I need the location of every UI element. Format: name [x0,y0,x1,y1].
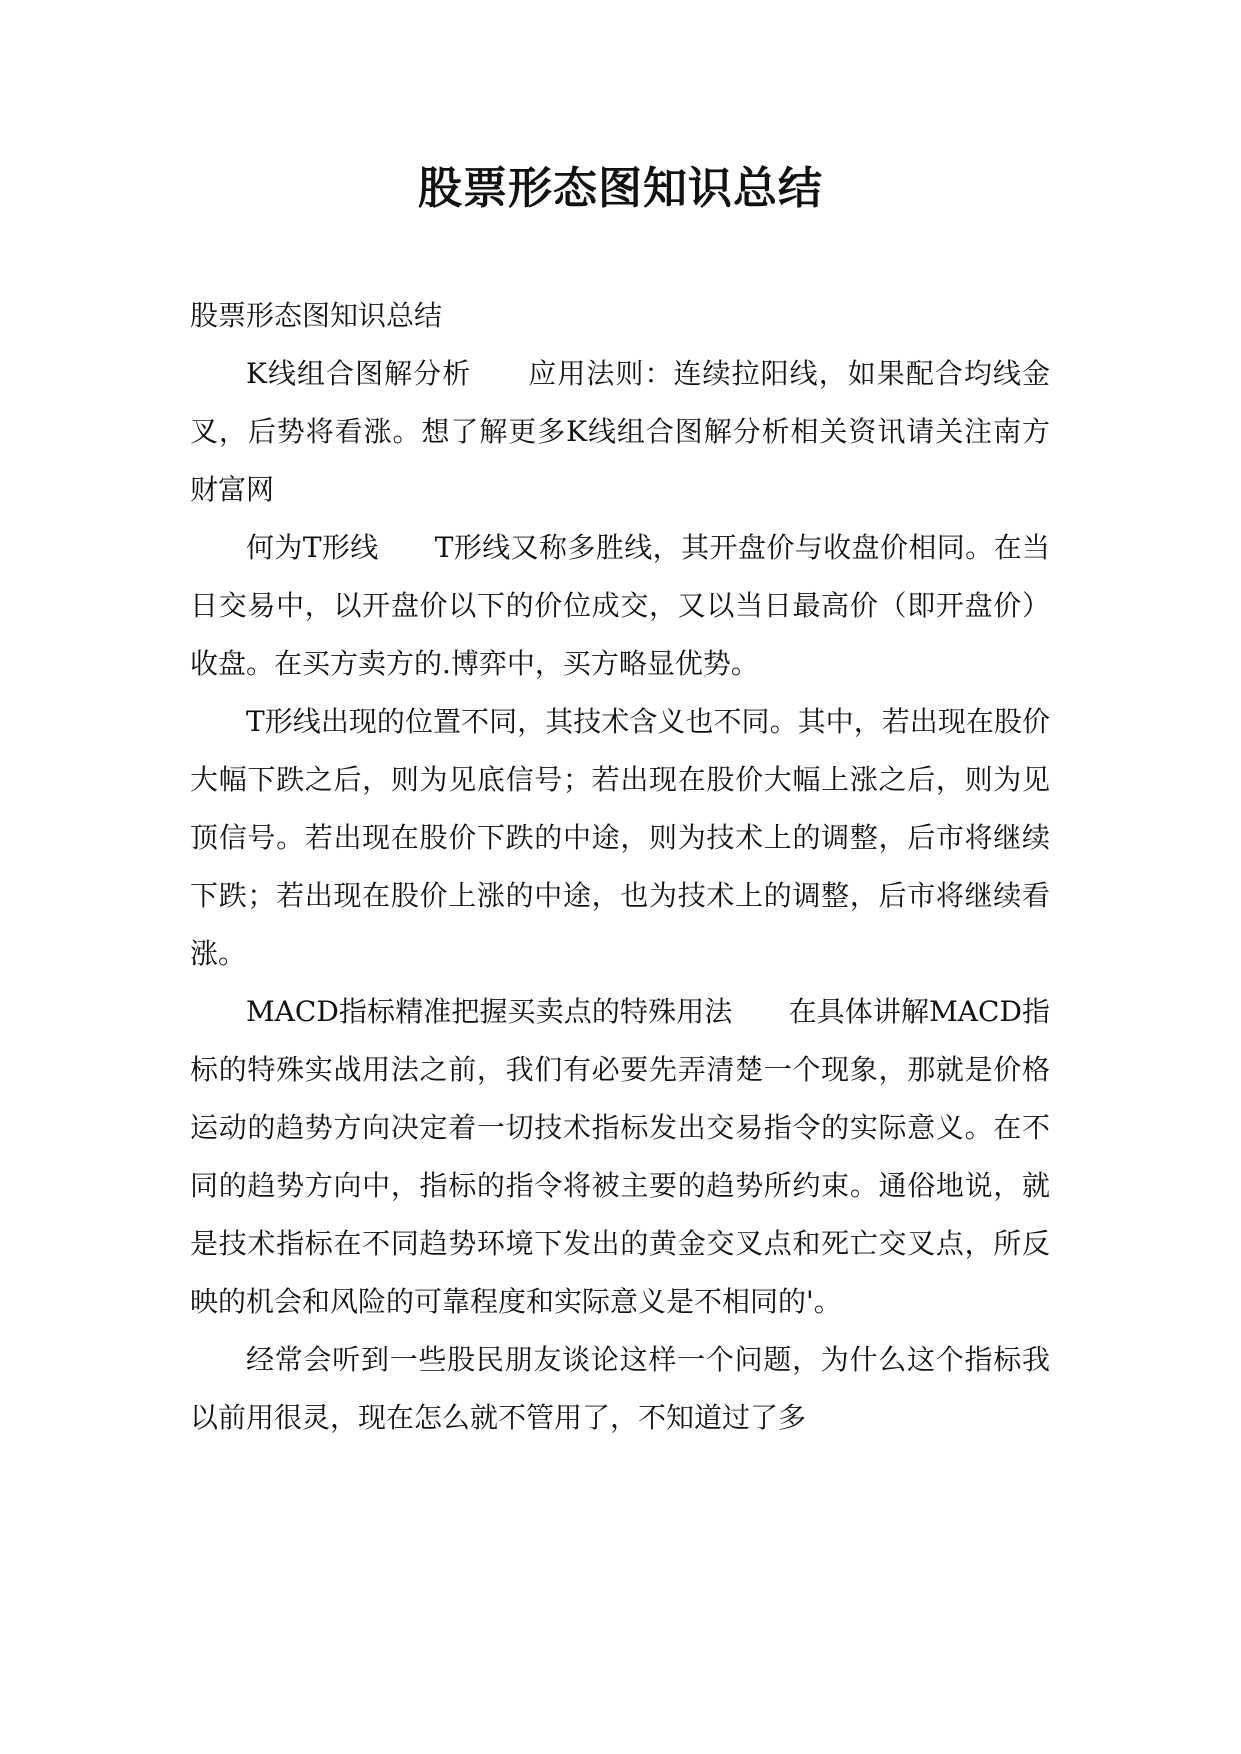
paragraph-text: 在具体讲解MACD指标的特殊实战用法之前，我们有必要先弄清楚一个现象，那就是价格运动的趋势方向决定着一切技术指标发出交易指令的实际意义。在不同的趋势方向中，指标的指令将被主要的趋势所约束。通俗地说，就是技术指标在不同趋势环境下发出的黄金交叉点和死亡交叉点，所反映的机会和风险的可靠程度和实际意义是不相同的'。 [190,995,1051,1318]
paragraph-t-line [190,519,1050,693]
paragraph-t-line-position [190,693,1050,983]
document-title: 股票形态图知识总结 [418,163,823,214]
paragraph-macd [190,983,1050,1331]
paragraph-text: T形线又称多胜线，其开盘价与收盘价相同。在当日交易中，以开盘价以下的价位成交，又以当日最高价（即开盘价）收盘。在买方卖方的.博弈中，买方略显优势。 [190,531,1050,680]
document-subtitle: 股票形态图知识总结 [190,299,443,332]
paragraph-text: 经常会听到一些股民朋友谈论这样一个问题，为什么这个指标我以前用很灵，现在怎么就不管用了，不知道过了多 [190,1343,1050,1434]
paragraph-text: 应用法则：连续拉阳线，如果配合均线金叉，后势将看涨。想了解更多K线组合图解分析相关资讯请关注南方财富网 [190,357,1050,506]
paragraph-text: T形线出现的位置不同，其技术含义也不同。其中，若出现在股价大幅下跌之后，则为见底信号；若出现在股价大幅上涨之后，则为见顶信号。若出现在股价下跌的中途，则为技术上的调整，后市将继续下跌；若出现在股价上涨的中途，也为技术上的调整，后市将继续看涨。 [190,705,1050,970]
paragraph-lead: 何为T形线 [246,531,379,564]
paragraph-kline [190,345,1050,519]
paragraph-lead: MACD指标精准把握买卖点的特殊用法 [246,995,733,1028]
document-body [190,287,1050,1447]
paragraph-question [190,1331,1050,1447]
paragraph-lead: K线组合图解分析 [246,357,472,390]
